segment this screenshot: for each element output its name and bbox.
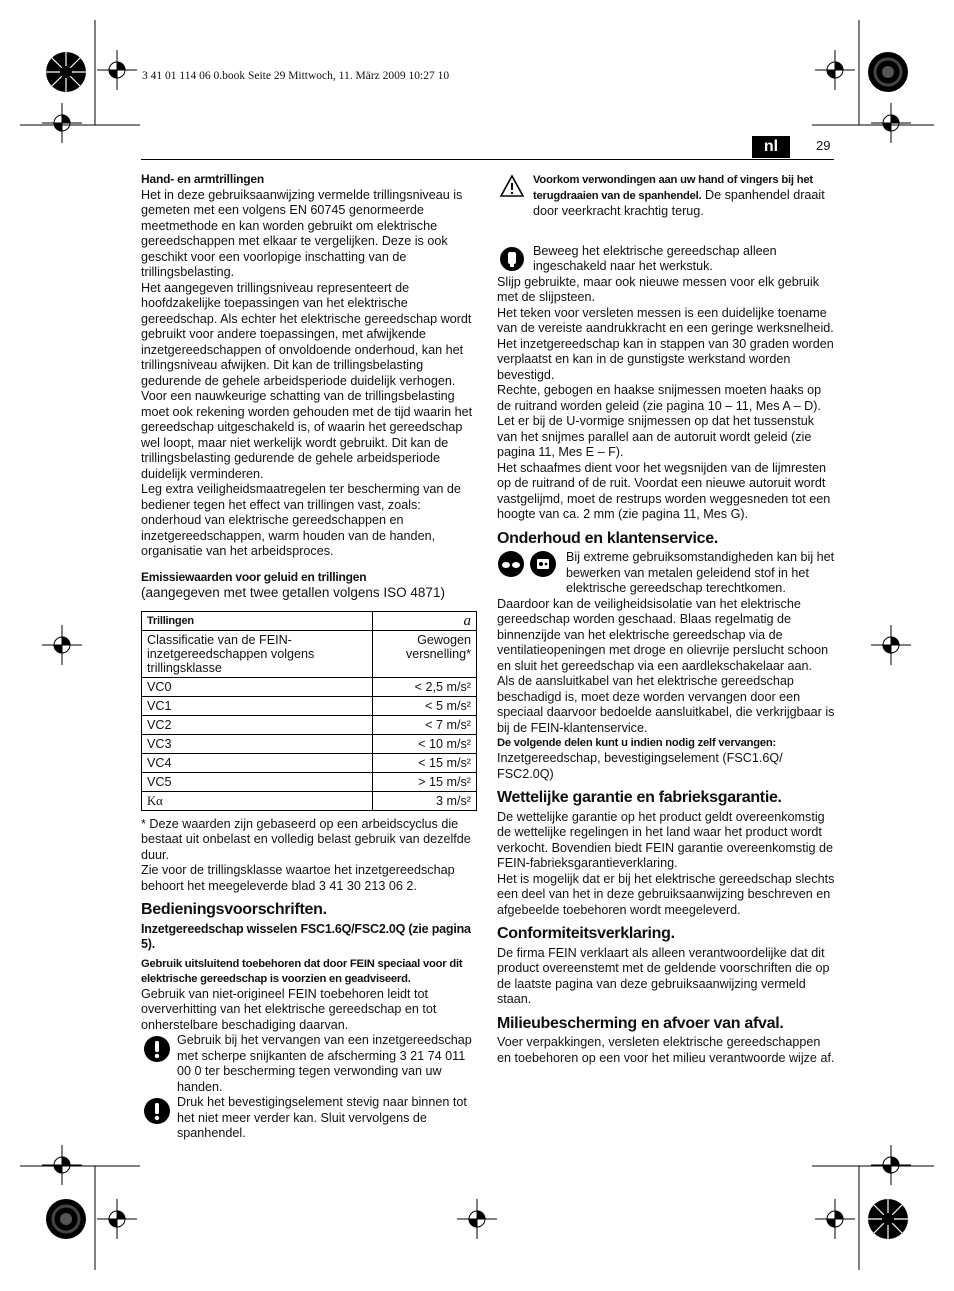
notice-text: Bij extreme gebruiksomstandigheden kan bij het bewerken van metalen geleidend stof in het elektrische gereedschap terechtkomen. xyxy=(566,550,835,595)
registration-disc-icon xyxy=(44,1197,88,1241)
caution-bold: Voorkom verwondingen aan uw hand of vingers bij het terugdraaien van de spanhendel. xyxy=(533,174,813,202)
notice-block xyxy=(141,1033,479,1095)
paragraph: Als de aansluitkabel van het elektrische gereedschap beschadigd is, moet deze worden vervangen door een speciaal daarvoor bedoelde aansluitkabel, die verkrijgbaar is bij de FEIN-klantenservice. xyxy=(497,674,835,735)
table-cell: < 5 m/s² xyxy=(373,696,477,715)
paragraph: Let er bij de U-vormige snijmessen op dat het tussenstuk van het snijmes parallel aan de autoruit wordt geleid (zie pagina 11, Mes E – F). xyxy=(497,414,815,459)
replaceable-parts-heading: De volgende delen kunt u indien nodig zelf vervangen: xyxy=(497,737,777,749)
table-row xyxy=(142,611,477,630)
exclamation-icon xyxy=(143,1035,171,1063)
paragraph: Het inzetgereedschap kan in stappen van 30 graden worden verplaatst en kan in de gunstigste werkstand worden bevestigd. xyxy=(497,336,834,382)
paragraph: Leg extra veiligheidsmaatregelen ter bescherming van de bediener tegen het effect van trillingen vast, zoals: onderhoud van elektrische gereedschappen en inzetgereedschappen, warm houden van de handen, organisatie van het arbeidsproces. xyxy=(141,482,461,558)
paragraph: Rechte, gebogen en haakse snijmessen moeten haaks op de ruitrand worden geleid (zie pagina 10 – 11, Mes A – D). xyxy=(497,383,822,413)
crosshair-icon xyxy=(42,625,82,665)
paragraph: Het is mogelijk dat er bij het elektrische gereedschap slechts een deel van het in deze gebruiksaanwijzing beschreven en afgebeelde toebehoren wordt meegeleverd. xyxy=(497,871,835,917)
crosshair-icon xyxy=(97,1199,137,1239)
table-cell: < 10 m/s² xyxy=(373,734,477,753)
insert-change-heading: Inzetgereedschap wisselen FSC1.6Q/FSC2.0Q (zie pagina 5). xyxy=(141,921,471,951)
crosshair-icon xyxy=(97,50,137,90)
caution-text: De spanhendel draait door veerkracht krachtig terug. xyxy=(533,188,825,218)
table-row xyxy=(142,791,477,810)
paragraph: Zie voor de trillingsklasse waartoe het inzetgereedschap behoort het meegeleverde blad 3 41 30 213 06 2. xyxy=(141,863,455,893)
table-cell: Kα xyxy=(142,791,373,810)
paragraph: Daardoor kan de veiligheidsisolatie van het elektrische gereedschap worden geschaad. Blaas regelmatig de binnenzijde van het elektrische gereedschap via de ventilatieopeningen met droge en olievrije perslucht schoon en sluit het gereedschap via een aardlekschakelaar aan. xyxy=(497,596,829,673)
notice-text: Druk het bevestigingselement stevig naar binnen tot het niet meer verder kan. Sluit vervolgens de spanhendel. xyxy=(177,1095,467,1140)
table-row xyxy=(142,772,477,791)
paragraph: Inzetgereedschap, bevestigingselement (FSC1.6Q/ FSC2.0Q) xyxy=(497,751,783,781)
paragraph: De wettelijke garantie op het product geldt overeenkomstig de wettelijke regelingen in het land waar het product wordt verkocht. Bovendien biedt FEIN garantie overeenkomstig de FEIN-fabrieksgarantieverklaring. xyxy=(497,809,834,870)
table-cell: VC0 xyxy=(142,677,373,696)
crosshair-icon xyxy=(42,1145,82,1185)
table-cell: > 15 m/s² xyxy=(373,772,477,791)
notice-text: Beweeg het elektrische gereedschap alleen ingeschakeld naar het werkstuk. xyxy=(533,243,777,273)
crosshair-icon xyxy=(871,625,911,665)
table-header-cell: Trillingen xyxy=(142,611,373,630)
crosshair-icon xyxy=(457,1199,497,1239)
conformity-heading: Conformiteitsverklaring. xyxy=(497,925,675,942)
left-column xyxy=(141,172,479,1142)
dust-protection-icon xyxy=(529,550,557,578)
table-cell: VC5 xyxy=(142,772,373,791)
caution-block xyxy=(497,172,835,220)
table-row xyxy=(142,734,477,753)
table-cell: 3 m/s² xyxy=(373,791,477,810)
table-cell: < 2,5 m/s² xyxy=(373,677,477,696)
table-row xyxy=(142,630,477,677)
table-row xyxy=(142,696,477,715)
exclamation-icon xyxy=(143,1097,171,1125)
paragraph: Het schaafmes dient voor het wegsnijden van de lijmresten op de ruitrand of de ruit. Voordat een nieuwe autoruit wordt vastgelijmd, moet de restrups worden weggesneden tot een hoogte van ca. 2 mm (zie pagina 11, Mes G). xyxy=(497,460,831,521)
warning-bold: Gebruik uitsluitend toebehoren dat door FEIN speciaal voor dit elektrische gereedschap is voorzien en geadviseerd. xyxy=(141,957,463,985)
crosshair-icon xyxy=(815,1199,855,1239)
crosshair-icon xyxy=(871,1145,911,1185)
table-header-cell: a xyxy=(373,611,477,630)
registration-disc-icon xyxy=(866,50,910,94)
table-cell: < 15 m/s² xyxy=(373,753,477,772)
notice-block xyxy=(141,1095,479,1142)
table-cell: VC3 xyxy=(142,734,373,753)
crosshair-icon xyxy=(815,50,855,90)
crosshair-icon xyxy=(42,103,82,143)
table-cell: VC1 xyxy=(142,696,373,715)
notice-block xyxy=(497,244,835,275)
header-rule xyxy=(141,159,834,160)
table-cell: < 7 m/s² xyxy=(373,715,477,734)
hand-tool-icon xyxy=(499,246,525,272)
paragraph: Het in deze gebruiksaanwijzing vermelde trillingsniveau is gemeten met een volgens EN 60745 genormeerde meetmethode en kan worden gebruikt om elektrische gereedschappen met elkaar te vergelijken. Deze is ook geschikt voor een voorlopige inschatting van de trillingsbelasting. xyxy=(141,187,463,279)
table-cell: VC4 xyxy=(142,753,373,772)
registration-disc-icon xyxy=(44,50,88,94)
registration-disc-icon xyxy=(866,1197,910,1241)
emission-heading: Emissiewaarden voor geluid en trillingen xyxy=(141,569,367,584)
environment-heading: Milieubescherming en afvoer van afval. xyxy=(497,1014,784,1032)
language-badge: nl xyxy=(752,136,790,158)
paragraph: Voor een nauwkeurige schatting van de trillingsbelasting moet ook rekening worden gehouden met de tijd waarin het gereedschap uitgeschakeld is, of waarin het gereedschap wel loopt, maar niet werkelijk wordt gebruikt. Dit kan de trillingsbelasting gedurende de gehele arbeidsperiode duidelijk verminderen. xyxy=(141,389,473,481)
hand-arm-vibration-heading: Hand- en armtrillingen xyxy=(141,172,264,186)
table-row xyxy=(142,677,477,696)
paragraph: De firma FEIN verklaart als alleen verantwoordelijke dat dit product overeenstemt met de geldende voorschriften die op de laatste pagina van deze gebruiksaanwijzing vermeld staan. xyxy=(497,945,830,1006)
operating-instructions-heading: Bedieningsvoorschriften. xyxy=(141,901,327,918)
paragraph: Het aangegeven trillingsniveau representeert de hoofdzakelijke toepassingen van het elektrische gereedschap. Als echter het elektrische gereedschap wordt gebruikt voor andere toepassingen, met afwijkende inzetgereedschappen of onvoldoende onderhoud, kan het trillingsniveau afwijken. Dit kan de trillingsbelasting gedurende de gehele arbeidsperiode duidelijk verhogen. xyxy=(141,280,472,388)
paragraph: Slijp gebruikte, maar ook nieuwe messen voor elk gebruik met de slijpsteen. xyxy=(497,274,820,304)
notice-block xyxy=(497,550,835,597)
page-number: 29 xyxy=(816,138,831,153)
table-row xyxy=(142,753,477,772)
table-cell: VC2 xyxy=(142,715,373,734)
footnote: * Deze waarden zijn gebaseerd op een arbeidscyclus die bestaat uit onbelast en volledig belast gebruik van dezelfde duur. xyxy=(141,816,471,862)
eye-protection-icon xyxy=(497,550,525,578)
paragraph: Het teken voor versleten messen is een duidelijke toename van de vereiste aandrukkracht en een geringe werksnelheid. xyxy=(497,305,834,335)
book-info-line: 3 41 01 114 06 0.book Seite 29 Mittwoch, 11. März 2009 10:27 10 xyxy=(142,70,450,82)
paragraph: Gebruik van niet-origineel FEIN toebehoren leidt tot oververhitting van het elektrische gereedschap en tot onherstelbare beschadiging daarvan. xyxy=(141,986,437,1032)
table-row xyxy=(142,715,477,734)
warranty-heading: Wettelijke garantie en fabrieksgarantie. xyxy=(497,789,782,806)
emission-subtitle: (aangegeven met twee getallen volgens ISO 4871) xyxy=(141,585,445,600)
notice-text: Gebruik bij het vervangen van een inzetgereedschap met scherpe snijkanten de afscherming 3 21 74 011 00 0 ter bescherming tegen verwonding van uw handen. xyxy=(177,1033,472,1094)
maintenance-heading: Onderhoud en klantenservice. xyxy=(497,529,718,547)
crosshair-icon xyxy=(871,103,911,143)
vibration-table xyxy=(141,611,477,811)
table-cell: Gewogen versnelling* xyxy=(373,630,477,677)
table-cell: Classificatie van de FEIN-inzetgereedschappen volgens trillingsklasse xyxy=(142,630,373,677)
right-column xyxy=(497,172,835,1066)
paragraph: Voer verpakkingen, versleten elektrische gereedschappen en toebehoren op een voor het milieu verantwoorde wijze af. xyxy=(497,1035,835,1065)
warning-triangle-icon xyxy=(499,174,525,198)
